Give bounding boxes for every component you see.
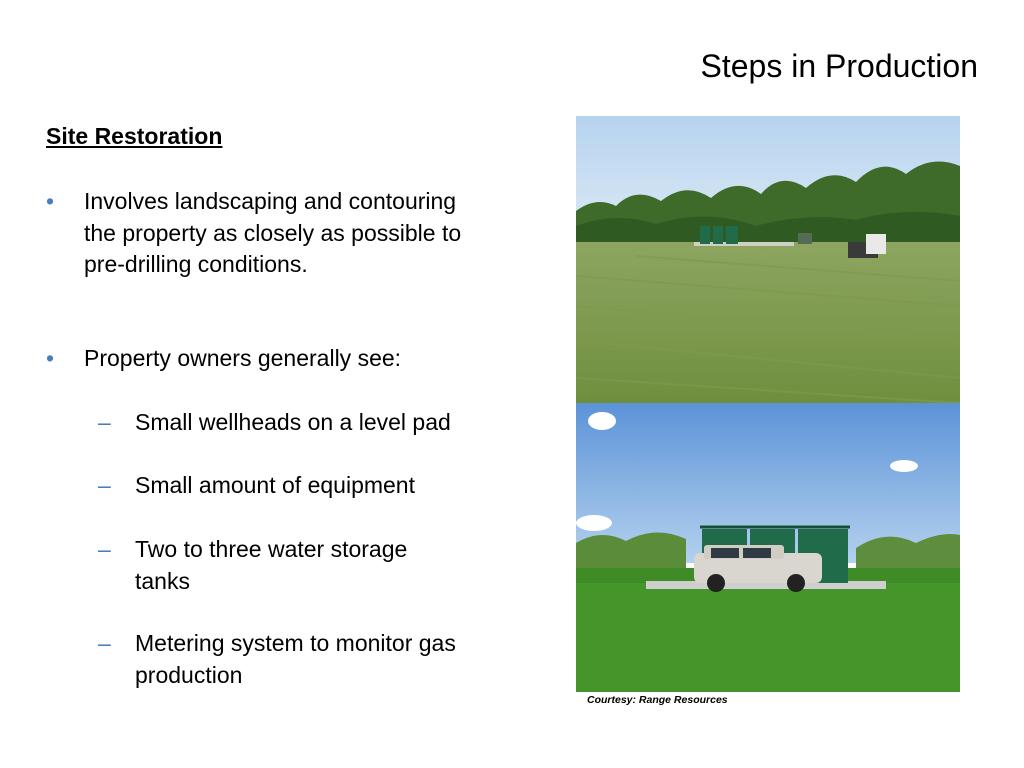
bullet-item — [46, 186, 506, 281]
sub-bullet-marker: – — [98, 472, 111, 498]
sub-bullet-item — [98, 628, 518, 691]
photo-well-pad — [576, 403, 960, 692]
sub-bullet-marker: – — [98, 536, 111, 562]
sub-bullet-item — [98, 407, 518, 439]
sub-bullet-text: Small amount of equipment — [135, 472, 415, 498]
bullet-item — [46, 343, 506, 375]
photo-restored-field — [576, 116, 960, 403]
sub-bullet-text: Metering system to monitor gas production — [135, 630, 456, 688]
sub-bullet-text: Small wellheads on a level pad — [135, 409, 451, 435]
sub-bullet-item — [98, 470, 518, 502]
section-heading: Site Restoration — [46, 123, 223, 149]
sub-bullet-marker: – — [98, 630, 111, 656]
sub-bullet-item — [98, 534, 518, 597]
bullet-text: Property owners generally see: — [84, 345, 402, 371]
field-photo-illustration — [576, 116, 960, 403]
well-pad-photo-illustration — [576, 403, 960, 692]
sub-bullet-marker: – — [98, 409, 111, 435]
bullet-text: Involves landscaping and contouring the property as closely as possible to pre-drilling conditions. — [84, 188, 462, 277]
sub-bullet-text: Two to three water storage tanks — [135, 536, 408, 594]
bullet-marker: • — [46, 188, 55, 214]
photo-credit: Courtesy: Range Resources — [587, 694, 728, 706]
slide-title: Steps in Production — [700, 48, 978, 84]
bullet-marker: • — [46, 345, 55, 371]
